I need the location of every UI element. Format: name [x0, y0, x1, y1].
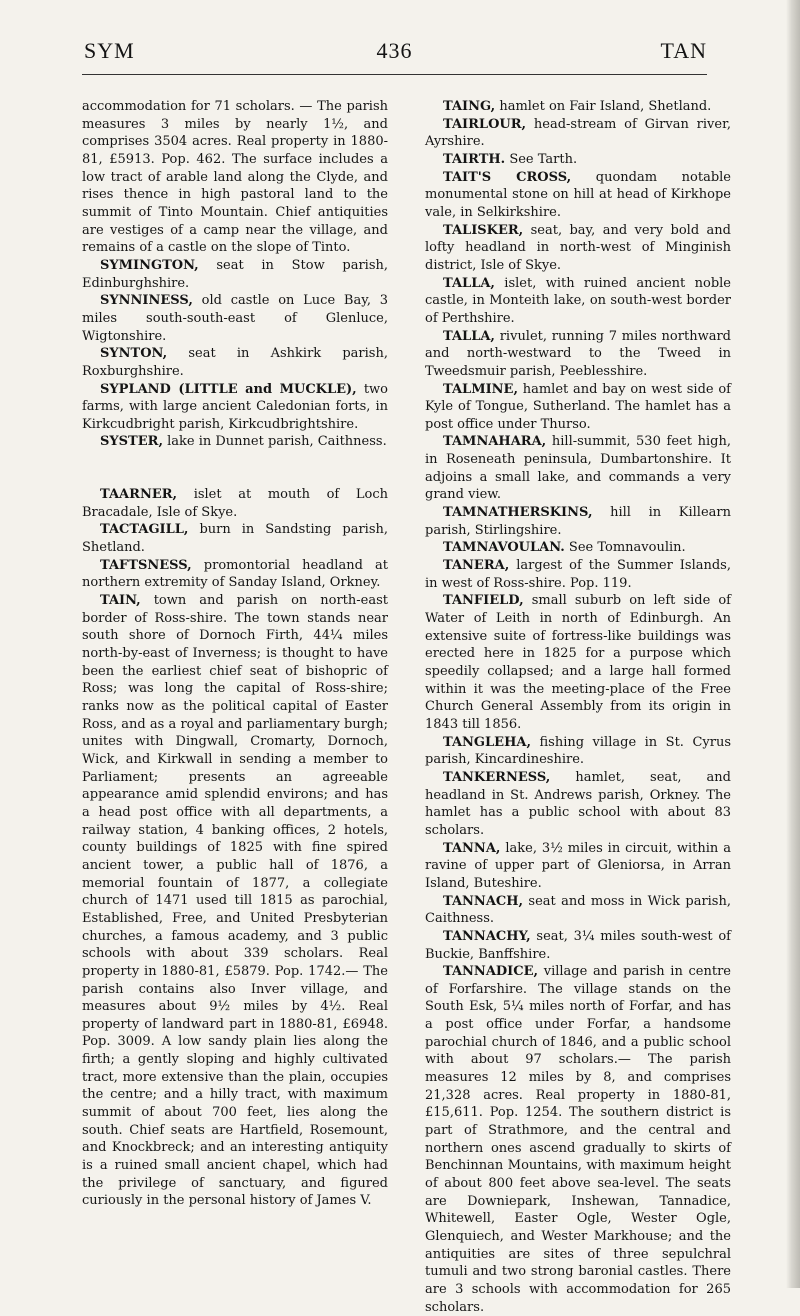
entry-text: burn in Sandsting parish, Shetland.: [82, 522, 388, 556]
entry-text: rivulet, running 7 miles northward and north-westward to the Tweed in Tweedsmuir parish, Peeblesshire.: [425, 328, 731, 379]
entry-text: old castle on Luce Bay, 3 miles south-south-east of Glenluce, Wigtonshire.: [82, 293, 388, 344]
entry-text: head-stream of Girvan river, Ayrshire.: [425, 116, 731, 150]
header-rule: [82, 74, 707, 75]
entry-headword: TAMNAHARA,: [443, 434, 547, 450]
gazetteer-entry: [425, 963, 731, 1316]
gazetteer-entry: [82, 381, 388, 434]
entry-headword: TANNA,: [443, 840, 501, 856]
gazetteer-entry: [82, 521, 388, 556]
gazetteer-entry: [425, 381, 731, 434]
entry-headword: SYNNINESS,: [100, 293, 193, 309]
entry-text: seat and moss in Wick parish, Caithness.: [425, 893, 731, 927]
entry-headword: SYMINGTON,: [100, 257, 199, 273]
gazetteer-entry: [82, 345, 388, 380]
entry-headword: SYNTON,: [100, 346, 168, 362]
entry-headword: TALMINE,: [443, 381, 518, 397]
gazetteer-entry: [425, 504, 731, 539]
entry-text: hill-summit, 530 feet high, in Roseneath peninsula, Dumbartonshire. It adjoins a small lake, and commands a very grand view.: [425, 434, 731, 503]
entry-headword: TAARNER,: [100, 487, 178, 503]
gazetteer-entry: [425, 893, 731, 928]
gazetteer-entry: [425, 539, 731, 557]
gazetteer-entry: [425, 169, 731, 222]
left-column: [82, 98, 388, 1210]
gazetteer-entry: [425, 328, 731, 381]
gazetteer-entry: [425, 840, 731, 893]
header-left-catchword: SYM: [84, 38, 135, 63]
entry-headword: TANNACHY,: [443, 928, 531, 944]
entry-text: hamlet and bay on west side of Kyle of Tongue, Sutherland. The hamlet has a post office under Thurso.: [425, 381, 731, 432]
gazetteer-entry: [425, 275, 731, 328]
gazetteer-entry: [425, 769, 731, 840]
entry-text: lake, 3½ miles in circuit, within a ravine of upper part of Gleniorsa, in Arran Island, Buteshire.: [425, 840, 731, 891]
entry-text: two farms, with large ancient Caledonian forts, in Kirkcudbright parish, Kirkcudbrightshire.: [82, 381, 389, 432]
entry-headword: TANGLEHA,: [443, 734, 531, 750]
gazetteer-entry: [425, 734, 731, 769]
entry-text: accommodation for 71 scholars. — The parish measures 3 miles by nearly 1½, and comprises 3504 acres. Real property in 1880-81, £5913. Pop. 462. The surface includes a low tract of arable land along the Clyde, and rises thence in high pastoral land to the summit of Tinto Mountain. Chief antiquities are vestiges of a camp near the village, and remains of a castle on the slope of Tinto.: [82, 99, 388, 256]
entry-text: village and parish in centre of Forfarshire. The village stands on the South Esk, 5¼ miles north of Forfar, and has a post office under Forfar, a handsome parochial church of 1846, and a public school with about 97 scholars.— The parish measures 12 miles by 8, and comprises 21,328 acres. Real property in 1880-81, £15,611. Pop. 1254. The southern district is part of Strathmore, and the central and northern ones ascend gradually to skirts of Benchinnan Mountains, with maximum height of about 800 feet above sea-level. The seats are Downiepark, Inshewan, Tannadice, Whitewell, Easter Ogle, Wester Ogle, Glenquiech, and Wester Markhouse; and the antiquities are sites of three sepulchral tumuli and two strong baronial castles. There are 3 schools with accommodation for 265 scholars.: [425, 964, 731, 1315]
entry-headword: TAING,: [443, 99, 496, 114]
entry-headword: TANERA,: [443, 558, 510, 574]
entry-text: fishing village in St. Cyrus parish, Kincardineshire.: [425, 734, 731, 768]
entry-headword: TAFTSNESS,: [100, 557, 192, 573]
entry-headword: TACTAGILL,: [100, 522, 189, 538]
entry-headword: SYPLAND (LITTLE and MUCKLE),: [100, 381, 357, 397]
gazetteer-entry: [82, 257, 388, 292]
entry-headword: TALLA,: [443, 275, 495, 291]
entry-headword: TANNACH,: [443, 893, 524, 909]
gazetteer-entry: [425, 928, 731, 963]
gazetteer-entry: [425, 116, 731, 151]
gazetteer-entry: [425, 98, 731, 116]
entry-headword: TALLA,: [443, 328, 495, 344]
page-edge-shadow: [786, 0, 800, 1288]
entry-text: See Tomnavoulin.: [564, 540, 686, 556]
running-header: [82, 38, 707, 78]
entry-text: town and parish on north-east border of Ross-shire. The town stands near south shore of Dornoch Firth, 44¼ miles north-by-east of Inverness; is thought to have been the earliest chief seat of bishopric of Ross; was long the capital of Ross-shire; ranks now as the political capital of Easter Ross, and as a royal and parliamentary burgh; unites with Dingwall, Cromarty, Dornoch, Wick, and Kirkwall in sending a member to Parliament; presents an agreeable appearance amid splendid environs; and has a head post office with all departments, a railway station, 4 banking offices, 2 hotels, county buildings of 1825 with fine spired ancient tower, a public hall of 1876, a memorial fountain of 1877, a collegiate church of 1471 used till 1815 as parochial, Established, Free, and United Presbyterian churches, a famous academy, and 3 public schools with about 339 scholars. Real property in 1880-81, £5879. Pop. 1742.— The parish contains also Inver village, and measures about 9½ miles by 4½. Real property of landward part in 1880-81, £6948. Pop. 3009. A low sandy plain lies along the firth; a gently sloping and highly cultivated tract, more extensive than the plain, occupies the centre; and a hilly tract, with maximum summit of about 700 feet, lies along the south. Chief seats are Hartfield, Rosemount, and Knockbreck; and an interesting antiquity is a ruined small ancient chapel, which had the privilege of sanctuary, and figured curiously in the personal history of James V.: [82, 593, 388, 1209]
entry-headword: TANNADICE,: [443, 964, 539, 980]
page-number: 436: [376, 38, 413, 63]
gazetteer-entry: [82, 592, 388, 1210]
entry-text: largest of the Summer Islands, in west of Ross-shire. Pop. 119.: [425, 558, 731, 591]
gazetteer-entry: [82, 557, 388, 592]
entry-text: quondam notable monumental stone on hill at head of Kirkhope vale, in Selkirkshire.: [425, 169, 731, 220]
entry-continuation: [82, 98, 388, 257]
entry-text: hamlet on Fair Island, Shetland.: [495, 99, 712, 114]
entry-headword: TAMNATHERSKINS,: [443, 505, 593, 521]
entry-headword: SYSTER,: [100, 434, 163, 450]
entry-headword: TALISKER,: [443, 222, 524, 238]
entry-text: See Tarth.: [505, 151, 578, 167]
gazetteer-entry: [425, 557, 731, 592]
gazetteer-entry: [425, 151, 731, 169]
gazetteer-entry: [82, 486, 388, 521]
header-right-catchword: TAN: [660, 38, 707, 63]
entry-headword: TANKERNESS,: [443, 769, 551, 785]
entry-text: seat in Stow parish, Edinburghshire.: [82, 257, 388, 291]
gazetteer-entry: [425, 222, 731, 275]
gazetteer-entry: [425, 433, 731, 504]
gazetteer-entry: [82, 433, 388, 451]
entry-headword: TANFIELD,: [443, 593, 524, 609]
entry-headword: TAIRTH.: [443, 151, 506, 167]
entry-text: small suburb on left side of Water of Leith in north of Edinburgh. An extensive suite of fortress-like buildings was erected here in 1825 for a purpose which speedily collapsed; and a large hall formed within it was the meeting-place of the Free Church General Assembly from its origin in 1843 till 1856.: [425, 593, 731, 732]
entry-text: seat in Ashkirk parish, Roxburghshire.: [82, 346, 388, 379]
gazetteer-entry: [425, 592, 731, 733]
entry-text: promontorial headland at northern extremity of Sanday Island, Orkney.: [82, 557, 388, 591]
entry-headword: TAIN,: [100, 593, 141, 609]
right-column: [425, 98, 731, 1316]
entry-text: seat, 3¼ miles south-west of Buckie, Banffshire.: [425, 928, 731, 962]
entry-headword: TAIRLOUR,: [443, 116, 527, 132]
entry-text: islet, with ruined ancient noble castle, in Monteith lake, on south-west border of Perthshire.: [425, 275, 731, 326]
entry-headword: TAMNAVOULAN.: [443, 540, 565, 556]
entry-headword: TAIT'S CROSS,: [443, 169, 572, 185]
entry-text: lake in Dunnet parish, Caithness.: [162, 434, 387, 450]
gazetteer-entry: [82, 292, 388, 345]
entry-text: islet at mouth of Loch Bracadale, Isle of Skye.: [82, 487, 388, 520]
entry-text: hill in Killearn parish, Stirlingshire.: [425, 505, 731, 538]
entry-text: hamlet, seat, and headland in St. Andrews parish, Orkney. The hamlet has a public school with about 83 scholars.: [425, 769, 731, 838]
entry-text: seat, bay, and very bold and lofty headland in north-west of Minginish district, Isle of Skye.: [425, 222, 731, 273]
